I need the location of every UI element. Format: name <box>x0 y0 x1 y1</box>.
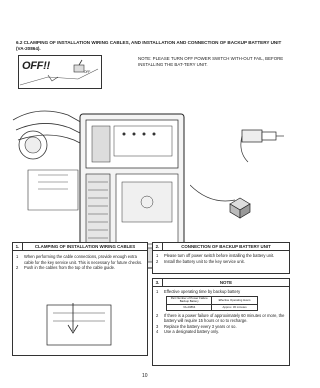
panel2-number: 2. <box>153 243 163 250</box>
panel1-title: CLAMPING OF INSTALLATION WIRING CABLES <box>34 244 136 249</box>
panel-battery-connection <box>152 242 290 274</box>
panel3-title: NOTE <box>219 280 233 285</box>
cable-guide-closeup-illustration <box>13 301 147 351</box>
power-switch-note: NOTE: PLEASE TURN OFF POWER SWITCH WITH-OUT FAIL, BEFORE INSTALLING THE BAT-TERY UNIT. <box>138 56 284 68</box>
table-header-cell: Part Number of Power Failure Backup Battery <box>167 296 212 305</box>
panel1-body <box>13 251 147 271</box>
list-item: 2 Push in the cables from the top of the cable guide. <box>16 265 116 271</box>
battery-lead-wire <box>190 180 240 210</box>
list-item: 2 If there is a power failure of approximately 60 minutes or more, the battery will require 15 hours or so to recharge. <box>156 312 285 324</box>
list-item: 1 When performing the cable connections, provide enough extra cable for the key service unit. This is necessary for future checks. <box>16 254 143 265</box>
panel3-number: 3. <box>153 279 163 286</box>
panel2-body <box>153 251 289 264</box>
battery-connector-illustration <box>238 122 288 170</box>
table-header-row <box>167 296 258 305</box>
panel1-number: 1. <box>13 243 23 250</box>
off-label: OFF!! <box>22 60 50 72</box>
backup-time-table <box>166 296 258 311</box>
table-header-cell: Effective Operating Hours <box>212 296 257 305</box>
cable-guide-illustration <box>8 100 88 220</box>
list-item: 1 Please turn off power switch before installing the battery unit. <box>156 253 275 258</box>
panel1-header <box>13 243 147 251</box>
list-item: 4 Use a designated battery only. <box>156 329 219 335</box>
off-small-label: OFF <box>84 70 91 74</box>
table-row <box>167 305 258 310</box>
table-cell: VA-20864 <box>167 305 212 310</box>
panel2-title: CONNECTION OF BACKUP BATTERY UNIT <box>181 244 271 249</box>
panel2-header <box>153 243 289 251</box>
list-item: 2 Install the battery unit to the key service unit. <box>156 258 245 264</box>
panel-cable-clamping <box>12 242 148 356</box>
panel3-body <box>153 287 289 335</box>
panel3-header <box>153 279 289 287</box>
page-number: 10 <box>142 373 148 379</box>
list-item: 3 Replace the battery every 3 years or so. <box>156 323 237 329</box>
list-item: 1 Effective operating time by backup battery <box>156 289 241 294</box>
section-heading: 6.2 CLAMPING OF INSTALLATION WIRING CABLES, AND INSTALLATION AND CONNECTION OF BACKUP BATTERY UNIT (VA-20864). <box>16 40 282 51</box>
table-cell: Approx. 30 minutes <box>212 305 257 310</box>
panel-note <box>152 278 290 366</box>
